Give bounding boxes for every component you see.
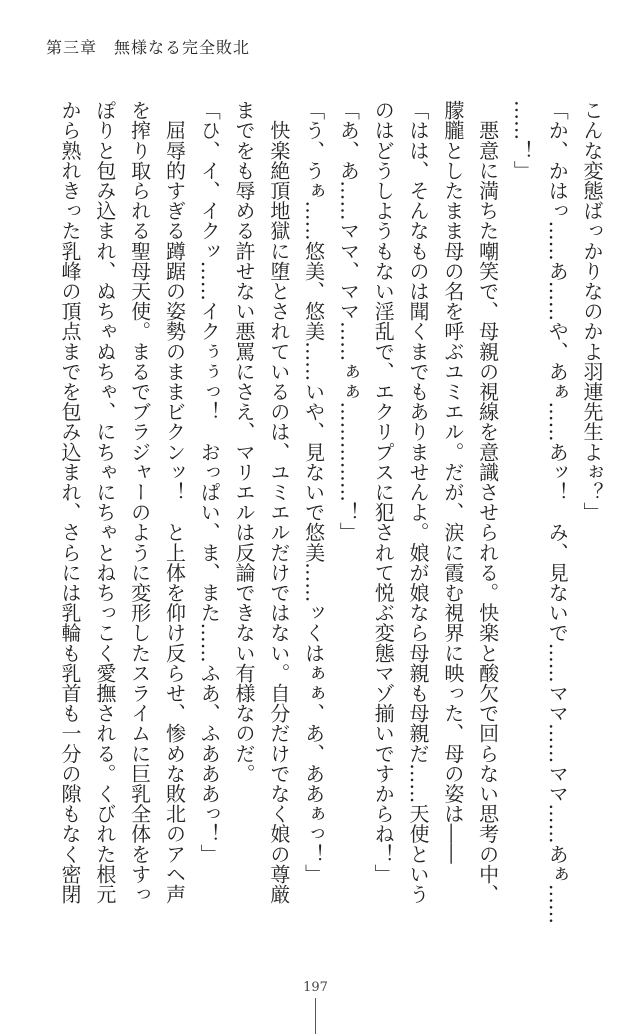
- text-line: から熟れきった乳峰の頂点までを包み込まれ、さらには乳輪も乳首も一分の隙もなく密閉: [58, 100, 83, 904]
- text-line: 「か、かはっ……あ……や、あぁ……あッ！ み、見ないで……ママ……ママ……あぁ……: [545, 100, 570, 925]
- text-line: 「う、うぁ……悠美、悠美……いや、見ないで悠美……ッくはぁぁ、あ、ああぁっ！」: [301, 100, 326, 884]
- text-line: 快楽絶頂地獄に堕とされているのは、ユミエルだけではない。自分だけでなく娘の尊厳: [266, 100, 291, 904]
- text-line: までをも辱める許せない悪罵にさえ、マリエルは反論できない有様なのだ。: [232, 100, 257, 784]
- page-number-rule: [315, 998, 316, 1034]
- text-line: ぽりと包み込まれ、ぬちゃぬちゃ、にちゃにちゃとねちっこく愛撫される。くびれた根元: [92, 100, 117, 904]
- text-line: 屈辱的すぎる蹲踞の姿勢のままビクンッ！ と上体を仰け反らせ、惨めな敗北のアヘ声: [162, 100, 187, 904]
- text-line: 悪意に満ちた嘲笑で、母親の視線を意識させられる。快楽と酸欠で回らない思考の中、: [475, 100, 500, 904]
- text-line: ……！」: [510, 100, 535, 181]
- text-line: 「ひ、イ、イクッ……イクぅぅっ！ おっぱい、ま、また……ふあ、ふあああっ！」: [197, 100, 222, 864]
- text-line: を搾り取られる聖母天使。まるでブラジャーのように変形したスライムに巨乳全体をすっ: [127, 100, 152, 904]
- vertical-body-text: [52, 100, 609, 940]
- running-head-chapter-title: 第三章 無様なる完全敗北: [46, 38, 251, 57]
- text-line: 朦朧としたまま母の名を呼ぶユミエル。だが、涙に霞む視界に映った、母の姿は――: [440, 100, 465, 864]
- text-line: 「あ、あ……ママ、ママ……ぁぁ……………！」: [336, 100, 361, 543]
- text-line: のはどうしようもない淫乱で、エクリプスに犯されて悦ぶ変態マゾ揃いですからね！」: [371, 100, 396, 884]
- text-line: こんな変態ばっかりなのかよ羽連先生よぉ？」: [580, 100, 604, 523]
- text-line: 「はは、そんなものは聞くまでもありませんよ。娘が娘なら母親も母親だ……天使という: [406, 100, 431, 904]
- page-number: 197: [303, 980, 328, 995]
